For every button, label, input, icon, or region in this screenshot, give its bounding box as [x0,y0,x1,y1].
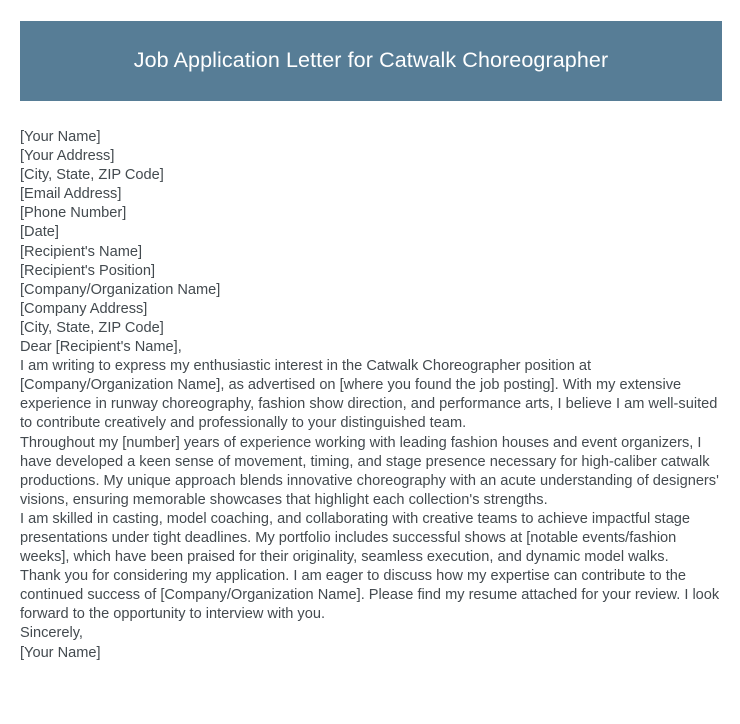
letter-date: [Date] [20,224,59,241]
sender-city-state-zip: [City, State, ZIP Code] [20,167,164,184]
sender-name: [Your Name] [20,129,101,145]
recipient-address: [Company Address] [20,300,148,317]
sender-phone: [Phone Number] [20,205,127,222]
letter-body [20,128,720,663]
body-paragraph-1: I am writing to express my enthusiastic interest in the Catwalk Choreographer position at [Company/Organization Name], as advertised on [where you found the job posting]. With my extensive experience in runway choreography, fashion show direction, and performance arts, I believe I am well-suited to contribute creatively and professionally to your distinguished team. [20,358,718,432]
recipient-name: [Recipient's Name] [20,243,143,260]
body-paragraph-3: I am skilled in casting, model coaching, and collaborating with creative teams to achieve impactful stage presentations under tight deadlines. My portfolio includes successful shows at [notable events/fashion weeks], which have been praised for their originality, seamless execution, and dynamic model walks. [20,510,691,566]
sender-address-block [20,128,720,243]
recipient-company: [Company/Organization Name] [20,281,221,298]
sender-address: [Your Address] [20,148,115,165]
body-paragraph-2: Throughout my [number] years of experience working with leading fashion houses and event organizers, I have developed a keen sense of movement, timing, and stage presence necessary for high-caliber catwalk productions. My unique approach blends innovative choreography with an acute understanding of designers' visions, ensuring memorable showcases that highlight each collection's strengths. [20,434,719,508]
signature-name: [Your Name] [20,644,101,661]
salutation: Dear [Recipient's Name], [20,339,182,356]
body-paragraph-4: Thank you for considering my application. I am eager to discuss how my expertise can contribute to the continued success of [Company/Organization Name]. Please find my resume attached for your review. I look forward to the opportunity to interview with you. [20,568,720,623]
recipient-address-block [20,243,720,338]
document-header-banner [20,21,722,101]
closing-salutation: Sincerely, [20,625,83,642]
recipient-position: [Recipient's Position] [20,262,156,279]
page-title: Job Application Letter for Catwalk Choreographer [133,48,609,73]
sender-email: [Email Address] [20,186,122,203]
recipient-city-state-zip: [City, State, ZIP Code] [20,319,164,336]
